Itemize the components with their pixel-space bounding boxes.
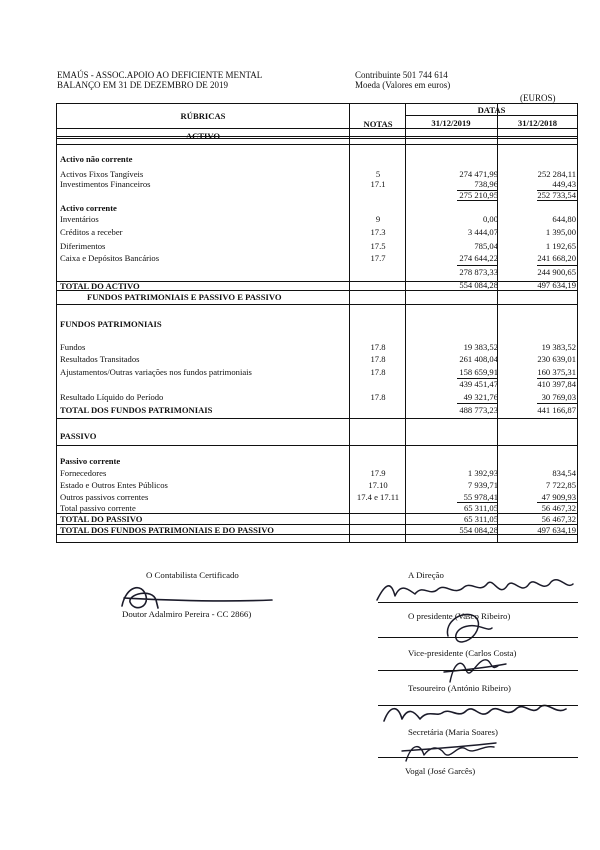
row-value-2019: 55 978,41	[463, 492, 498, 502]
total-label: TOTAL DOS FUNDOS PATRIMONIAIS	[60, 405, 213, 415]
vice-president-name: Vice-presidente (Carlos Costa)	[408, 648, 517, 658]
row-label: Caixa e Depósitos Bancários	[60, 253, 160, 263]
accountant-name: Doutor Adalmiro Pereira - CC 2866)	[122, 609, 252, 619]
signature-line	[378, 637, 578, 638]
organization-name: EMAÚS - ASSOC.APOIO AO DEFICIENTE MENTAL	[57, 70, 263, 80]
subtotal-2018: 252 733,54	[537, 190, 576, 200]
secretary-name: Secretária (Maria Soares)	[408, 727, 498, 737]
row-value-2019: 7 939,71	[467, 480, 498, 490]
row-label: Créditos a receber	[60, 227, 123, 237]
row-label: Resultados Transitados	[60, 354, 140, 364]
subtotal-rule	[457, 403, 497, 404]
subtotal-2019: 278 873,33	[459, 267, 498, 277]
section-rule	[57, 144, 577, 145]
total-value-2019: 554 084,28	[459, 280, 498, 290]
row-value-2018: 230 639,01	[537, 354, 576, 364]
row-value-2018: 834,54	[552, 468, 576, 478]
row-value-2019: 274 471,99	[459, 169, 498, 179]
subtotal-2019: 439 451,47	[459, 379, 498, 389]
member-name: Vogal (José Garcês)	[405, 766, 476, 776]
row-label: Activos Fixos Tangíveis	[60, 169, 144, 179]
row-value-2019: 261 408,04	[459, 354, 498, 364]
row-label: Total passivo corrente	[60, 503, 136, 513]
row-note: 17.8	[370, 392, 386, 402]
taxpayer-number: Contribuinte 501 744 614	[355, 70, 448, 80]
section-title-activo: ACTIVO	[185, 131, 221, 141]
grand-total-label: TOTAL DOS FUNDOS PATRIMONIAIS E DO PASSIVO	[60, 525, 274, 535]
section-rule	[57, 445, 577, 446]
column-header-datas: DATAS	[477, 105, 506, 115]
section-title: FUNDOS PATRIMONIAIS	[60, 319, 162, 329]
row-note: 17.3	[370, 227, 386, 237]
section-title: PASSIVO	[60, 431, 97, 441]
row-label: Fundos	[60, 342, 86, 352]
section-rule	[57, 304, 577, 305]
row-value-2019: 785,04	[474, 241, 498, 251]
president-name: O presidente (Vasco Ribeiro)	[408, 611, 511, 621]
row-note: 17.8	[370, 342, 386, 352]
row-value-2018: 47 909,93	[541, 492, 576, 502]
section-rule	[57, 418, 577, 419]
row-note: 17.9	[370, 468, 386, 478]
row-note: 17.1	[370, 179, 386, 189]
dates-subheader-rule	[405, 115, 577, 116]
header-rule	[57, 128, 577, 129]
subtotal-rule	[537, 265, 578, 266]
row-value-2018: 644,80	[552, 214, 576, 224]
total-value-2019: 65 311,05	[463, 514, 498, 524]
currency-unit: (EUROS)	[520, 93, 556, 103]
subtotal-rule	[457, 265, 497, 266]
currency-note: Moeda (Valores em euros)	[355, 80, 451, 90]
row-value-2019: 65 311,05	[463, 503, 498, 513]
signature-line	[378, 670, 578, 671]
subtotal-rule	[457, 200, 497, 201]
row-label: Ajustamentos/Outras variações nos fundos patrimoniais	[60, 367, 252, 377]
row-value-2018: 241 668,20	[537, 253, 576, 263]
subtotal-rule	[537, 403, 578, 404]
row-value-2019: 738,96	[474, 179, 498, 189]
row-note: 17.8	[370, 354, 386, 364]
row-label: Passivo corrente	[60, 456, 121, 466]
row-value-2019: 19 383,52	[463, 342, 498, 352]
subtotal-2018: 410 397,84	[537, 379, 576, 389]
accountant-title: O Contabilista Certificado	[146, 570, 239, 580]
row-label: Investimentos Financeiros	[60, 179, 151, 189]
row-note: 9	[375, 214, 381, 224]
signature-line	[378, 757, 578, 758]
treasurer-name: Tesoureiro (António Ribeiro)	[408, 683, 511, 693]
balance-sheet-table	[56, 103, 578, 543]
section-title: FUNDOS PATRIMONIAIS E PASSIVO E PASSIVO	[87, 292, 282, 302]
row-value-2019: 1 392,93	[467, 468, 498, 478]
row-label: Resultado Líquido do Período	[60, 392, 164, 402]
row-value-2018: 160 375,31	[537, 367, 576, 377]
grand-total-2018: 497 634,19	[537, 525, 576, 535]
subtotal-2018: 244 900,65	[537, 267, 576, 277]
total-value-2018: 441 166,87	[537, 405, 576, 415]
column-header-rubricas: RÚBRICAS	[180, 111, 226, 121]
row-label: Activo não corrente	[60, 154, 133, 164]
row-note: 17.4 e 17.11	[356, 492, 400, 502]
row-value-2018: 252 284,11	[537, 169, 576, 179]
report-title: BALANÇO EM 31 DE DEZEMBRO DE 2019	[57, 80, 228, 90]
row-note: 17.5	[370, 241, 386, 251]
total-value-2018: 497 634,19	[537, 280, 576, 290]
row-value-2018: 56 467,32	[541, 503, 576, 513]
grand-total-2019: 554 084,28	[459, 525, 498, 535]
column-header-2018: 31/12/2018	[517, 118, 558, 128]
total-label: TOTAL DO ACTIVO	[60, 281, 140, 291]
row-label: Activo corrente	[60, 203, 117, 213]
signature-line	[378, 602, 578, 603]
row-note: 17.8	[370, 367, 386, 377]
row-value-2019: 158 659,91	[459, 367, 498, 377]
subtotal-2019: 275 210,95	[459, 190, 498, 200]
total-label: TOTAL DO PASSIVO	[60, 514, 143, 524]
row-label: Estado e Outros Entes Públicos	[60, 480, 168, 490]
total-value-2018: 56 467,32	[541, 514, 576, 524]
row-value-2019: 274 644,22	[459, 253, 498, 263]
row-value-2019: 3 444,07	[467, 227, 498, 237]
row-value-2018: 1 192,65	[545, 241, 576, 251]
row-value-2018: 19 383,52	[541, 342, 576, 352]
row-note: 17.10	[368, 480, 388, 490]
total-value-2019: 488 773,23	[459, 405, 498, 415]
row-label: Fornecedores	[60, 468, 107, 478]
row-label: Inventários	[60, 214, 99, 224]
row-note: 17.7	[370, 253, 386, 263]
board-title: A Direção	[408, 570, 444, 580]
row-value-2018: 7 722,85	[545, 480, 576, 490]
row-value-2018: 30 769,03	[541, 392, 576, 402]
row-value-2019: 49 321,76	[463, 392, 498, 402]
signature-line	[378, 705, 578, 706]
column-header-2019: 31/12/2019	[431, 118, 471, 128]
row-note: 5	[375, 169, 381, 179]
treasurer-signature	[380, 697, 575, 731]
subtotal-rule	[537, 200, 578, 201]
column-header-notas: NOTAS	[363, 119, 393, 129]
row-value-2018: 449,43	[552, 179, 576, 189]
row-value-2018: 1 395,00	[545, 227, 576, 237]
row-value-2019: 0,00	[482, 214, 498, 224]
row-label: Diferimentos	[60, 241, 106, 251]
secretary-signature	[400, 735, 500, 769]
row-label: Outros passivos correntes	[60, 492, 149, 502]
